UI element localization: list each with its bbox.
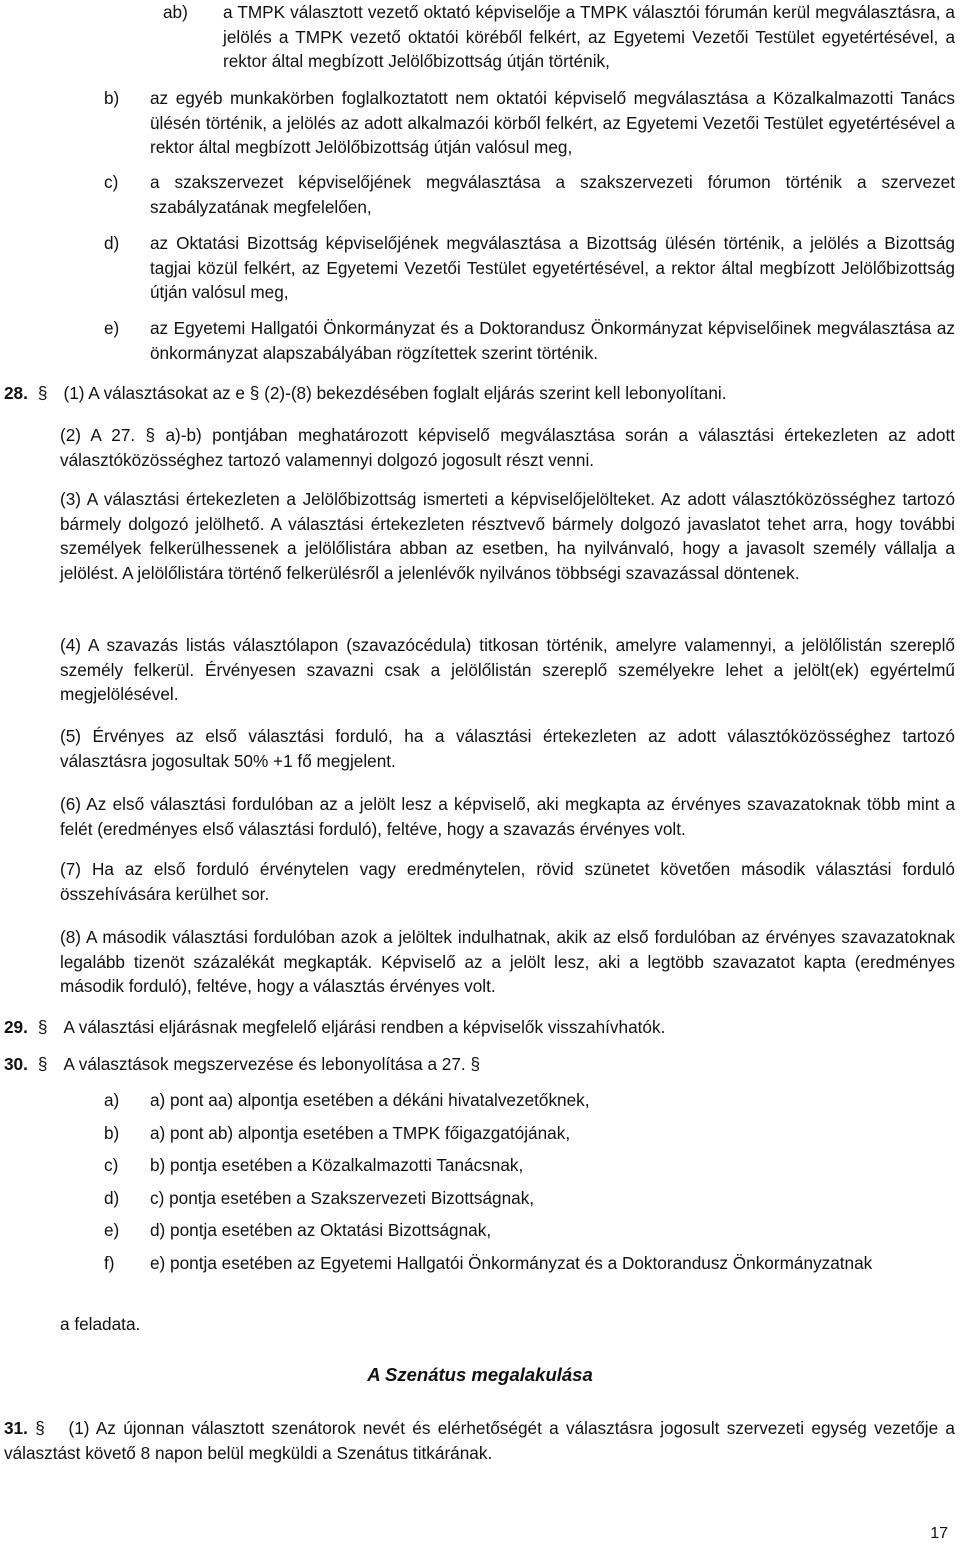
paragraph-2: (2) A 27. § a)-b) pontjában meghatározott képviselő megválasztása során a választási értekezleten az adott választóközösséghez tartozó valamennyi dolgozó jogosult részt venni. xyxy=(60,425,955,470)
list-item xyxy=(104,170,955,219)
list-item xyxy=(104,1251,955,1276)
paragraph-7: (7) Ha az első forduló érvénytelen vagy eredménytelen, rövid szünetet követően második választási forduló összehívására kerülhet sor. xyxy=(60,859,955,904)
section-sign: § xyxy=(35,1418,45,1438)
section-sign: § xyxy=(37,1017,48,1037)
section-number: 31. xyxy=(4,1418,28,1438)
list-item xyxy=(104,1153,955,1178)
item-label: a) xyxy=(104,1090,120,1110)
item-label: c) xyxy=(104,1155,119,1175)
item-label: f) xyxy=(104,1253,115,1273)
section-sign: § xyxy=(37,383,48,403)
item-text: a TMPK választott vezető oktató képviselője a TMPK választói fórumán kerül megválasztásra, a jelölés a TMPK vezető oktatói köréből felkért, az Egyetemi Vezetői Testület egyetértésével, a rektor által megbízott Jelölőbizottság útján történik, xyxy=(223,2,955,72)
list-item xyxy=(104,1218,955,1243)
item-label: ab) xyxy=(163,2,188,22)
item-text: e) pontja esetében az Egyetemi Hallgatói Önkormányzat és a Doktorandusz Önkormányzatnak xyxy=(150,1253,873,1273)
paragraph-3: (3) A választási értekezleten a Jelölőbizottság ismerteti a képviselőjelölteket. Az adott választóközösséghez tartozó bármely dolgozó jelölhető. A választási értekezleten résztvevő bármely dolgozó javaslatot tehet arra, hogy további személyek felkerülhessenek a jelölőlistára abban az esetben, ha nyilvánvaló, hogy a javasolt személy vállalja a jelölést. A jelölőlistára történő felkerülésről a jelenlévők nyilvános többségi szavazással döntenek. xyxy=(60,489,955,584)
list-item xyxy=(104,316,955,365)
section-heading: A Szenátus megalakulása xyxy=(367,1364,593,1385)
section-number: 30. xyxy=(4,1054,28,1074)
item-text: a) pont aa) alpontja esetében a dékáni hivatalvezetőknek, xyxy=(150,1090,590,1110)
section-31 xyxy=(4,1416,955,1465)
section-text: A választási eljárásnak megfelelő eljárási rendben a képviselők visszahívhatók. xyxy=(63,1017,666,1037)
section-text: A választások megszervezése és lebonyolítása a 27. § xyxy=(63,1054,481,1074)
section-sign: § xyxy=(37,1054,48,1074)
paragraph-1: (1) A választásokat az e § (2)-(8) bekezdésében foglalt eljárás szerint kell lebonyolítani. xyxy=(63,383,727,403)
item-text: az Oktatási Bizottság képviselőjének megválasztása a Bizottság ülésén történik, a jelölés a Bizottság tagjai közül felkért, az Egyetemi Vezetői Testület egyetértésével, a rektor által megbízott Jelölőbizottság útján valósul meg, xyxy=(150,233,955,303)
paragraph-6: (6) Az első választási fordulóban az a jelölt lesz a képviselő, aki megkapta az érvényes szavazatoknak több mint a felét (eredményes első választási forduló), feltéve, hogy a szavazás érvényes volt. xyxy=(60,794,955,839)
section-number: 29. xyxy=(4,1017,28,1037)
item-text: a) pont ab) alpontja esetében a TMPK főigazgatójának, xyxy=(150,1123,571,1143)
item-label: e) xyxy=(104,1220,120,1240)
list-item xyxy=(104,1088,955,1113)
item-text: a szakszervezet képviselőjének megválasztása a szakszervezeti fórumon történik a szervezet szabályzatának megfelelően, xyxy=(150,172,955,217)
item-label: e) xyxy=(104,318,120,338)
closing-text: a feladata. xyxy=(60,1314,141,1334)
section-text: (1) Az újonnan választott szenátorok nevét és elérhetőségét a választásra jogosult szervezeti egység vezetője a választást követő 8 napon belül megküldi a Szenátus titkárának. xyxy=(4,1418,955,1463)
paragraph-4: (4) A szavazás listás választólapon (szavazócédula) titkosan történik, amelyre valamennyi, a jelölőlistán szereplő személy felkerül. Érvényesen szavazni csak a jelölőlistán szereplő személyekre lehet a jelölt(ek) egyértelmű megjelölésével. xyxy=(60,635,955,705)
item-label: c) xyxy=(104,172,119,192)
item-label: d) xyxy=(104,1188,120,1208)
item-label: b) xyxy=(104,88,120,108)
list-item xyxy=(104,86,955,160)
section-30 xyxy=(4,1052,955,1077)
list-item xyxy=(104,1186,955,1211)
list-item xyxy=(104,1121,955,1146)
item-text: b) pontja esetében a Közalkalmazotti Tanácsnak, xyxy=(150,1155,524,1175)
page-number: 17 xyxy=(930,1525,948,1542)
paragraph-5: (5) Érvényes az első választási forduló, ha a választási értekezleten az adott választóközösséghez tartozó választásra jogosultak 50% +1 fő megjelent. xyxy=(60,726,955,771)
section-number: 28. xyxy=(4,383,28,403)
section-29 xyxy=(4,1015,955,1040)
item-label: b) xyxy=(104,1123,120,1143)
item-label: d) xyxy=(104,233,120,253)
item-text: d) pontja esetében az Oktatási Bizottságnak, xyxy=(150,1220,492,1240)
list-item xyxy=(104,231,955,305)
list-item xyxy=(163,0,955,74)
item-text: az Egyetemi Hallgatói Önkormányzat és a Doktorandusz Önkormányzat képviselőinek megválasztása az önkormányzat alapszabályában rögzítettek szerint történik. xyxy=(150,318,955,363)
item-text: az egyéb munkakörben foglalkoztatott nem oktatói képviselő megválasztása a Közalkalmazotti Tanács ülésén történik, a jelölés az adott alkalmazói körből felkért, az Egyetemi Vezetői Testület egyetértésével a rektor által megbízott Jelölőbizottság útján valósul meg, xyxy=(150,88,955,158)
item-text: c) pontja esetében a Szakszervezeti Bizottságnak, xyxy=(150,1188,535,1208)
paragraph-8: (8) A második választási fordulóban azok a jelöltek indulhatnak, akik az első fordulóban az érvényes szavazatoknak legalább tizenöt százalékát megkapták. Képviselő az a jelölt lesz, aki a legtöbb szavazatot kapta (eredményes második forduló), feltéve, hogy a választás érvényes volt. xyxy=(60,927,955,997)
section-28 xyxy=(4,381,955,406)
